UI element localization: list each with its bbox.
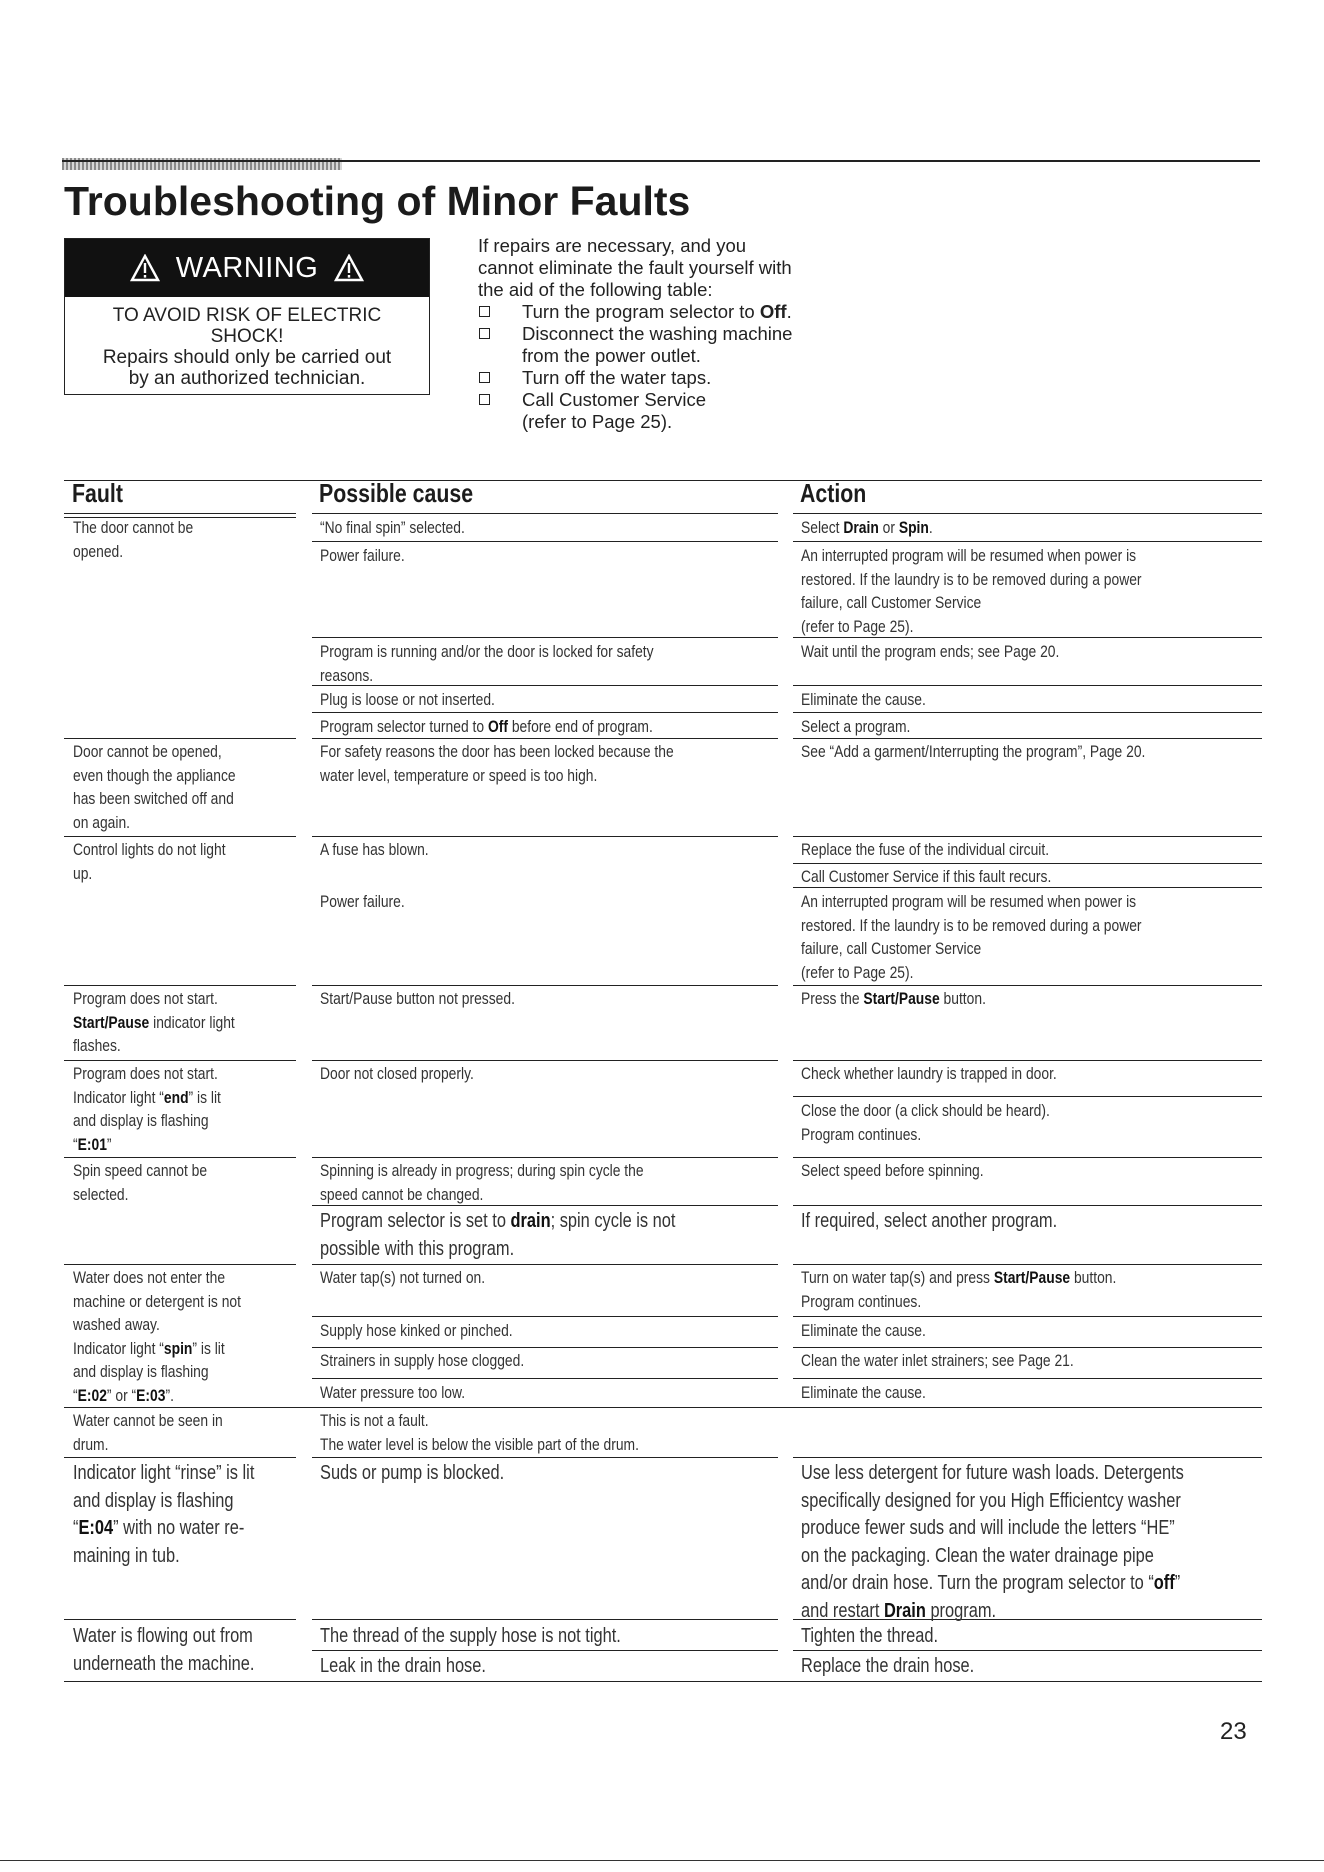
- cause-cell: This is not a fault. The water level is below the visible part of the drum.: [320, 1412, 639, 1454]
- cause-cell: Water pressure too low.: [320, 1384, 466, 1402]
- table-rule: [64, 1407, 1262, 1408]
- fault-cell: Indicator light “rinse” is lit and display is flashing “E:04” with no water re- maining in tub.: [73, 1462, 255, 1567]
- action-cell: Press the Start/Pause button.: [801, 990, 986, 1008]
- list-item: Disconnect the washing machine from the power outlet.: [478, 323, 858, 367]
- table-rule: [793, 1378, 1262, 1379]
- table-rule: [793, 1316, 1262, 1317]
- page-number: 23: [1220, 1718, 1247, 1745]
- action-cell: Eliminate the cause.: [801, 1322, 926, 1340]
- table-rule: [793, 1457, 1262, 1458]
- checkbox-bullet-icon: [479, 328, 490, 339]
- cause-cell: Water tap(s) not turned on.: [320, 1269, 486, 1287]
- cause-cell: Program selector turned to Off before end of program.: [320, 718, 653, 736]
- action-cell: Clean the water inlet strainers; see Page 21.: [801, 1352, 1074, 1370]
- warning-header: [65, 239, 429, 297]
- action-cell: Close the door (a click should be heard). Program continues.: [801, 1102, 1050, 1144]
- header-fault: Fault: [72, 478, 123, 508]
- action-cell: See “Add a garment/Interrupting the program”, Page 20.: [801, 743, 1146, 761]
- table-rule: [312, 1347, 778, 1348]
- action-cell: An interrupted program will be resumed when power is restored. If the laundry is to be removed during a power failure, call Customer Service (refer to Page 25).: [801, 547, 1142, 636]
- fault-cell: Water cannot be seen in drum.: [73, 1412, 223, 1454]
- cause-cell: Supply hose kinked or pinched.: [320, 1322, 513, 1340]
- checkbox-bullet-icon: [479, 372, 490, 383]
- cause-cell: Door not closed properly.: [320, 1065, 474, 1083]
- cause-cell: Plug is loose or not inserted.: [320, 691, 495, 709]
- action-cell: Select Drain or Spin.: [801, 519, 933, 537]
- fault-cell: Spin speed cannot be selected.: [73, 1162, 208, 1204]
- cause-cell: Power failure.: [320, 893, 405, 911]
- page-bottom-rule: [0, 1860, 1324, 1861]
- header-rule: [62, 160, 1260, 162]
- fault-cell: Water does not enter the machine or detergent is not washed away. Indicator light “spin” is lit and display is flashing “E:02” or “E:03”.: [73, 1269, 241, 1405]
- table-rule: [312, 1264, 778, 1265]
- table-rule: [64, 836, 296, 837]
- table-rule: [312, 1060, 778, 1061]
- table-rule: [793, 541, 1262, 542]
- fault-cell: Door cannot be opened, even though the appliance has been switched off and on again.: [73, 743, 236, 832]
- table-rule: [312, 1378, 778, 1379]
- action-cell: Replace the drain hose.: [801, 1655, 975, 1677]
- cause-cell: A fuse has blown.: [320, 841, 429, 859]
- cause-cell: Program selector is set to drain; spin cycle is not possible with this program.: [320, 1210, 676, 1260]
- table-rule: [793, 1060, 1262, 1061]
- table-rule: [64, 738, 296, 739]
- header-cause: Possible cause: [319, 478, 474, 508]
- table-rule: [64, 1681, 1262, 1682]
- table-rule: [64, 513, 296, 514]
- intro-steps: [478, 301, 858, 433]
- table-rule: [793, 1205, 1262, 1206]
- action-cell: Tighten the thread.: [801, 1625, 939, 1647]
- fault-cell: Water is flowing out from underneath the machine.: [73, 1625, 255, 1675]
- checkbox-bullet-icon: [479, 306, 490, 317]
- table-rule: [793, 513, 1262, 514]
- table-rule: [312, 1157, 778, 1158]
- warning-triangle-icon: [130, 254, 160, 282]
- list-item: Turn off the water taps.: [478, 367, 858, 389]
- list-item: Call Customer Service (refer to Page 25).: [478, 389, 858, 433]
- table-rule: [793, 1264, 1262, 1265]
- warning-box: [64, 238, 430, 395]
- action-cell: Select speed before spinning.: [801, 1162, 984, 1180]
- table-rule: [793, 836, 1262, 837]
- table-rule: [64, 985, 296, 986]
- cause-cell: Power failure.: [320, 547, 405, 565]
- action-cell: An interrupted program will be resumed when power is restored. If the laundry is to be removed during a power failure, call Customer Service (refer to Page 25).: [801, 893, 1142, 982]
- table-rule: [793, 1096, 1262, 1097]
- table-rule: [793, 685, 1262, 686]
- list-item: Turn the program selector to Off.: [478, 301, 858, 323]
- table-rule: [64, 1060, 296, 1061]
- action-cell: If required, select another program.: [801, 1210, 1058, 1232]
- warning-text: TO AVOID RISK OF ELECTRIC SHOCK! Repairs should only be carried out by an authorized technician.: [102, 305, 392, 389]
- action-cell: Use less detergent for future wash loads. Detergents specifically designed for you High Efficientcy washer produce fewer suds and will include the letters “HE” on the packaging. Clean the water drainage pipe and/or drain hose. Turn the program selector to “off” and restart Drain program.: [801, 1462, 1184, 1622]
- table-top-rule: [64, 480, 1262, 481]
- header-action: Action: [800, 478, 867, 508]
- page-title: Troubleshooting of Minor Faults: [64, 178, 691, 224]
- action-cell: Wait until the program ends; see Page 20.: [801, 643, 1060, 661]
- action-cell: Turn on water tap(s) and press Start/Pause button. Program continues.: [801, 1269, 1117, 1311]
- cause-cell: Strainers in supply hose clogged.: [320, 1352, 525, 1370]
- table-rule: [312, 985, 778, 986]
- table-rule: [312, 513, 778, 514]
- action-cell: Check whether laundry is trapped in door.: [801, 1065, 1057, 1083]
- table-rule: [312, 836, 778, 837]
- table-rule: [312, 1619, 778, 1620]
- cause-cell: Spinning is already in progress; during spin cycle the speed cannot be changed.: [320, 1162, 644, 1204]
- cause-cell: For safety reasons the door has been locked because the water level, temperature or speed is too high.: [320, 743, 674, 785]
- warning-heading: WARNING: [175, 251, 319, 284]
- table-rule: [312, 637, 778, 638]
- cause-cell: “No final spin” selected.: [320, 519, 465, 537]
- action-cell: Eliminate the cause.: [801, 1384, 926, 1402]
- table-rule: [64, 1619, 296, 1620]
- cause-cell: Suds or pump is blocked.: [320, 1462, 505, 1484]
- fault-cell: Control lights do not light up.: [73, 841, 226, 883]
- fault-cell: Program does not start. Start/Pause indicator light flashes.: [73, 990, 235, 1056]
- action-cell: Select a program.: [801, 718, 911, 736]
- table-rule: [312, 1316, 778, 1317]
- intro-text: If repairs are necessary, and you cannot eliminate the fault yourself with the aid of the following table: Turn the program selector to Off. Disconnect the washing machine from the power outlet. Turn off the water taps. Call Customer Service (refer to Page 25).: [478, 235, 858, 433]
- cause-cell: Start/Pause button not pressed.: [320, 990, 515, 1008]
- table-rule: [64, 1264, 296, 1265]
- fault-cell: Program does not start. Indicator light “end” is lit and display is flashing “E:01”: [73, 1065, 221, 1154]
- cause-cell: Program is running and/or the door is locked for safety reasons.: [320, 643, 654, 685]
- cause-cell: The thread of the supply hose is not tight.: [320, 1625, 621, 1647]
- action-cell: Replace the fuse of the individual circuit.: [801, 841, 1050, 859]
- warning-triangle-icon: [334, 254, 364, 282]
- fault-cell: The door cannot be opened.: [73, 519, 194, 561]
- table-rule: [793, 1347, 1262, 1348]
- checkbox-bullet-icon: [479, 394, 490, 405]
- table-rule: [793, 1157, 1262, 1158]
- action-cell: Eliminate the cause.: [801, 691, 926, 709]
- action-cell: Call Customer Service if this fault recurs.: [801, 868, 1052, 886]
- table-rule: [312, 541, 778, 542]
- cause-cell: Leak in the drain hose.: [320, 1655, 486, 1677]
- table-rule: [793, 863, 1262, 864]
